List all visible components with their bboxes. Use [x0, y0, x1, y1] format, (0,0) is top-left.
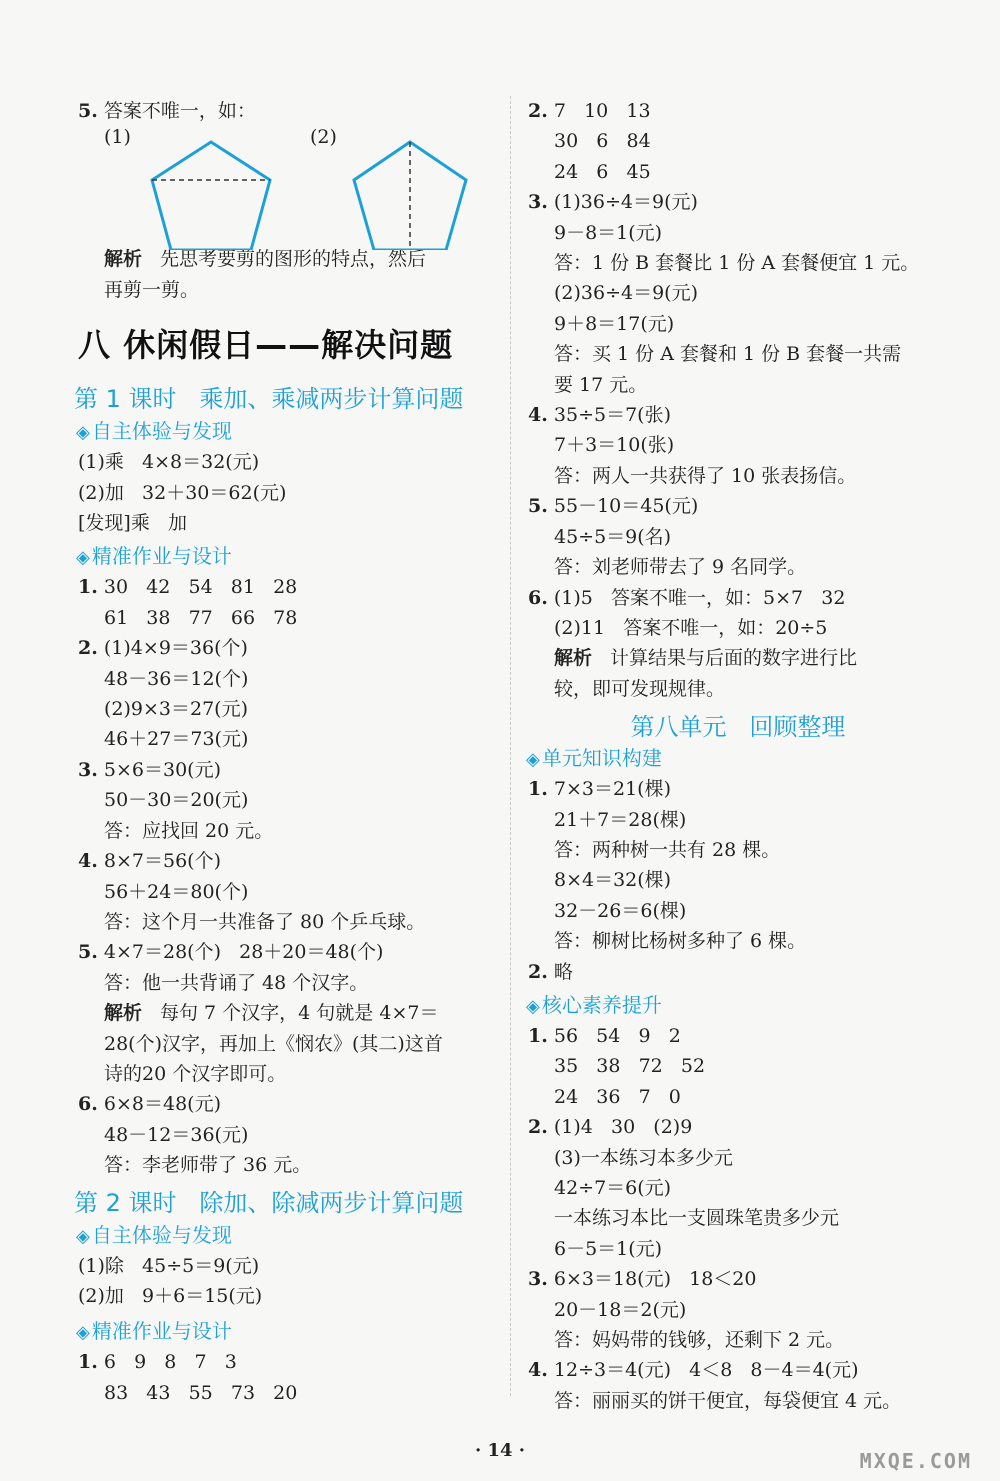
pentagon-drawings — [78, 128, 498, 250]
answer-text: 7×3＝21(棵) — [553, 778, 671, 801]
analysis-text: 计算结果与后面的数字进行比 — [610, 647, 858, 670]
answer-line: 24 6 45 — [554, 160, 651, 183]
answer-line: 9＋8＝17(元) — [554, 312, 675, 335]
answer-text: (1)4 30 (2)9 — [553, 1116, 693, 1139]
answer-line: 8×4＝32(棵) — [554, 869, 672, 892]
answer-line: 48－12＝36(元) — [104, 1123, 249, 1146]
answer-line: 24 36 7 0 — [554, 1085, 681, 1108]
answer-line: 35 38 72 52 — [554, 1055, 706, 1078]
answer-text: 35÷5＝7(张) — [553, 404, 671, 427]
question-number: 2. — [528, 1116, 548, 1139]
answer-line: 答：两种树一共有 28 棵。 — [554, 838, 781, 861]
diamond-icon: ◈ — [76, 547, 90, 569]
review-title: 第八单元 回顾整理 — [630, 713, 846, 742]
answer-line: 42÷7＝6(元) — [554, 1177, 672, 1199]
answer-line — [528, 96, 948, 126]
answer-line — [528, 1112, 948, 1142]
answer-line — [528, 187, 948, 217]
pentagon-horizontal-cut — [152, 142, 270, 250]
answer-line: 21＋7＝28(棵) — [554, 808, 687, 831]
diamond-icon: ◈ — [76, 1322, 90, 1344]
answer-line: (2)36÷4＝9(元) — [554, 282, 699, 305]
section-label: 精准作业与设计 — [91, 544, 232, 569]
analysis-line: 诗的20 个汉字即可。 — [104, 1062, 287, 1085]
question-number: 1. — [528, 1024, 548, 1047]
question-number: 1. — [78, 1351, 98, 1374]
answer-line: (1)乘 4×8＝32(元) — [78, 451, 260, 474]
question-number: 5. — [528, 495, 548, 518]
lesson2-section-homework — [76, 1317, 498, 1347]
question-number: 2. — [528, 100, 548, 122]
diamond-icon: ◈ — [76, 1225, 90, 1247]
answer-line — [78, 755, 498, 785]
question-number: 5. — [78, 941, 98, 964]
answer-text: (1)4×9＝36(个) — [103, 637, 248, 660]
analysis-label: 解析 — [554, 647, 593, 670]
answer-line: 48－36＝12(个) — [104, 667, 249, 690]
question-number: 4. — [528, 404, 548, 427]
figure-label-2: (2) — [310, 126, 337, 149]
answer-line: 61 38 77 66 78 — [104, 606, 298, 629]
answer-line: (2)加 32＋30＝62(元) — [78, 481, 287, 504]
answer-line: 答：两人一共获得了 10 张表扬信。 — [554, 464, 857, 487]
answer-line — [78, 572, 498, 602]
answer-line: 6－5＝1(元) — [554, 1237, 663, 1260]
answer-line — [78, 1089, 498, 1119]
answer-text: 8×7＝56(个) — [103, 850, 221, 873]
left-column — [74, 96, 498, 1408]
answer-line: 50－30＝20(元) — [104, 789, 249, 812]
q5-intro-text: 答案不唯一，如： — [103, 100, 256, 122]
question-number: 2. — [78, 637, 98, 660]
right-column — [528, 96, 948, 1416]
lesson1-section-homework — [76, 542, 498, 572]
review-section-knowledge — [526, 744, 948, 774]
lesson2-section-explore — [76, 1221, 498, 1251]
answer-line — [78, 633, 498, 663]
section-label: 自主体验与发现 — [91, 419, 232, 444]
answer-line — [528, 400, 948, 430]
figure-label-1: (1) — [104, 126, 131, 149]
answer-line: 要 17 元。 — [554, 373, 648, 396]
answer-line: 答：买 1 份 A 套餐和 1 份 B 套餐一共需 — [554, 343, 902, 366]
analysis-line — [78, 998, 498, 1028]
answer-line: (1)除 45÷5＝9(元) — [78, 1254, 260, 1277]
analysis-line: 28(个)汉字，再加上《悯农》(其二)这首 — [104, 1032, 443, 1055]
answer-line: (2)加 9＋6＝15(元) — [78, 1284, 263, 1307]
lesson2-title: 第 2 课时 除加、除减两步计算问题 — [74, 1188, 464, 1217]
answer-line — [78, 846, 498, 876]
answer-line: 30 6 84 — [554, 130, 651, 153]
answer-line: 56＋24＝80(个) — [104, 880, 249, 903]
answer-text: 55－10＝45(元) — [553, 495, 699, 518]
answer-text: 56 54 9 2 — [553, 1024, 681, 1047]
lesson1-title: 第 1 课时 乘加、乘减两步计算问题 — [74, 385, 464, 414]
answer-line — [78, 937, 498, 967]
pentagon-figures — [78, 126, 498, 244]
answer-line: 答：李老师带了 36 元。 — [104, 1154, 312, 1177]
answer-line — [528, 1021, 948, 1051]
answer-line: 46＋27＝73(元) — [104, 728, 249, 751]
answer-line: 45÷5＝9(名) — [554, 525, 672, 548]
page-number: · 14 · — [474, 1440, 526, 1461]
answer-text: 30 42 54 81 28 — [103, 576, 298, 599]
answer-line: 答：应找回 20 元。 — [104, 819, 274, 842]
answer-text: 7 10 13 — [553, 100, 651, 122]
answer-text: 略 — [553, 960, 573, 983]
answer-line: 答：丽丽买的饼干便宜，每袋便宜 4 元。 — [554, 1389, 902, 1412]
answer-line — [528, 957, 948, 987]
question-number: 4. — [528, 1359, 548, 1382]
question-number: 4. — [78, 850, 98, 873]
answer-line: 7＋3＝10(张) — [554, 434, 675, 457]
question-number: 3. — [528, 1268, 548, 1291]
question-number: 1. — [78, 576, 98, 599]
question-number: 2. — [528, 960, 548, 983]
column-divider — [510, 96, 511, 1396]
answer-line: 83 43 55 73 20 — [104, 1381, 298, 1404]
section-label: 单元知识构建 — [541, 746, 662, 771]
answer-line: (3)一本练习本多少元 — [554, 1146, 733, 1169]
answer-text: 6 9 8 7 3 — [103, 1351, 237, 1374]
question-number: 1. — [528, 778, 548, 801]
answer-line: (2)9×3＝27(元) — [104, 698, 249, 721]
question-number: 5. — [78, 100, 98, 122]
analysis-line — [528, 643, 948, 673]
answer-text: 6×3＝18(元) 18＜20 — [553, 1268, 757, 1291]
answer-line: 答：妈妈带的钱够，还剩下 2 元。 — [554, 1329, 845, 1352]
answer-line: (2)11 答案不唯一，如：20÷5 — [554, 616, 828, 639]
analysis-line: 较，即可发现规律。 — [554, 677, 726, 700]
q5-analysis-2: 再剪一剪。 — [104, 278, 200, 301]
question-number: 6. — [78, 1093, 98, 1116]
answer-text: (1)5 答案不唯一，如：5×7 32 — [553, 586, 846, 609]
section-label: 精准作业与设计 — [91, 1319, 232, 1344]
answer-line — [528, 1355, 948, 1385]
answer-line — [528, 774, 948, 804]
answer-line: 答：1 份 B 套餐比 1 份 A 套餐便宜 1 元。 — [554, 252, 920, 275]
answer-line — [528, 491, 948, 521]
question-number: 6. — [528, 586, 548, 609]
q5-intro-line — [78, 96, 498, 126]
section-label: 核心素养提升 — [541, 992, 662, 1017]
analysis-label: 解析 — [104, 1002, 143, 1025]
diamond-icon: ◈ — [76, 422, 90, 444]
analysis-text: 先思考要剪的图形的特点，然后 — [160, 248, 427, 271]
question-number: 3. — [78, 758, 98, 781]
answer-line: [发现]乘 加 — [78, 512, 187, 535]
answer-line: 32－26＝6(棵) — [554, 899, 687, 922]
lesson1-section-explore — [76, 417, 498, 447]
answer-line: 答：这个月一共准备了 80 个乒乓球。 — [104, 910, 426, 933]
answer-text: 5×6＝30(元) — [103, 758, 221, 781]
answer-line: 答：柳树比杨树多种了 6 棵。 — [554, 930, 807, 953]
question-number: 3. — [528, 191, 548, 214]
answer-line: 答：他一共背诵了 48 个汉字。 — [104, 971, 369, 994]
answer-line: 一本练习本比一支圆珠笔贵多少元 — [554, 1207, 840, 1230]
unit-title: 八 休闲假日——解决问题 — [78, 326, 454, 365]
answer-line — [78, 1347, 498, 1377]
diamond-icon: ◈ — [526, 749, 540, 771]
answer-text: 6×8＝48(元) — [103, 1093, 221, 1116]
answer-text: (1)36÷4＝9(元) — [553, 191, 698, 214]
answer-line: 答：刘老师带去了 9 名同学。 — [554, 556, 807, 579]
analysis-text: 每句 7 个汉字，4 句就是 4×7＝ — [160, 1002, 439, 1025]
section-label: 自主体验与发现 — [91, 1222, 232, 1247]
diamond-icon: ◈ — [526, 995, 540, 1017]
watermark: MXQE.COM — [859, 1449, 972, 1473]
answer-line: 9－8＝1(元) — [554, 221, 663, 244]
analysis-label: 解析 — [104, 248, 143, 271]
answer-line: 20－18＝2(元) — [554, 1298, 687, 1321]
answer-line — [528, 1264, 948, 1294]
answer-text: 12÷3＝4(元) 4＜8 8－4＝4(元) — [553, 1359, 859, 1382]
review-section-core — [526, 991, 948, 1021]
answer-line — [528, 583, 948, 613]
answer-text: 4×7＝28(个) 28＋20＝48(个) — [103, 941, 384, 964]
